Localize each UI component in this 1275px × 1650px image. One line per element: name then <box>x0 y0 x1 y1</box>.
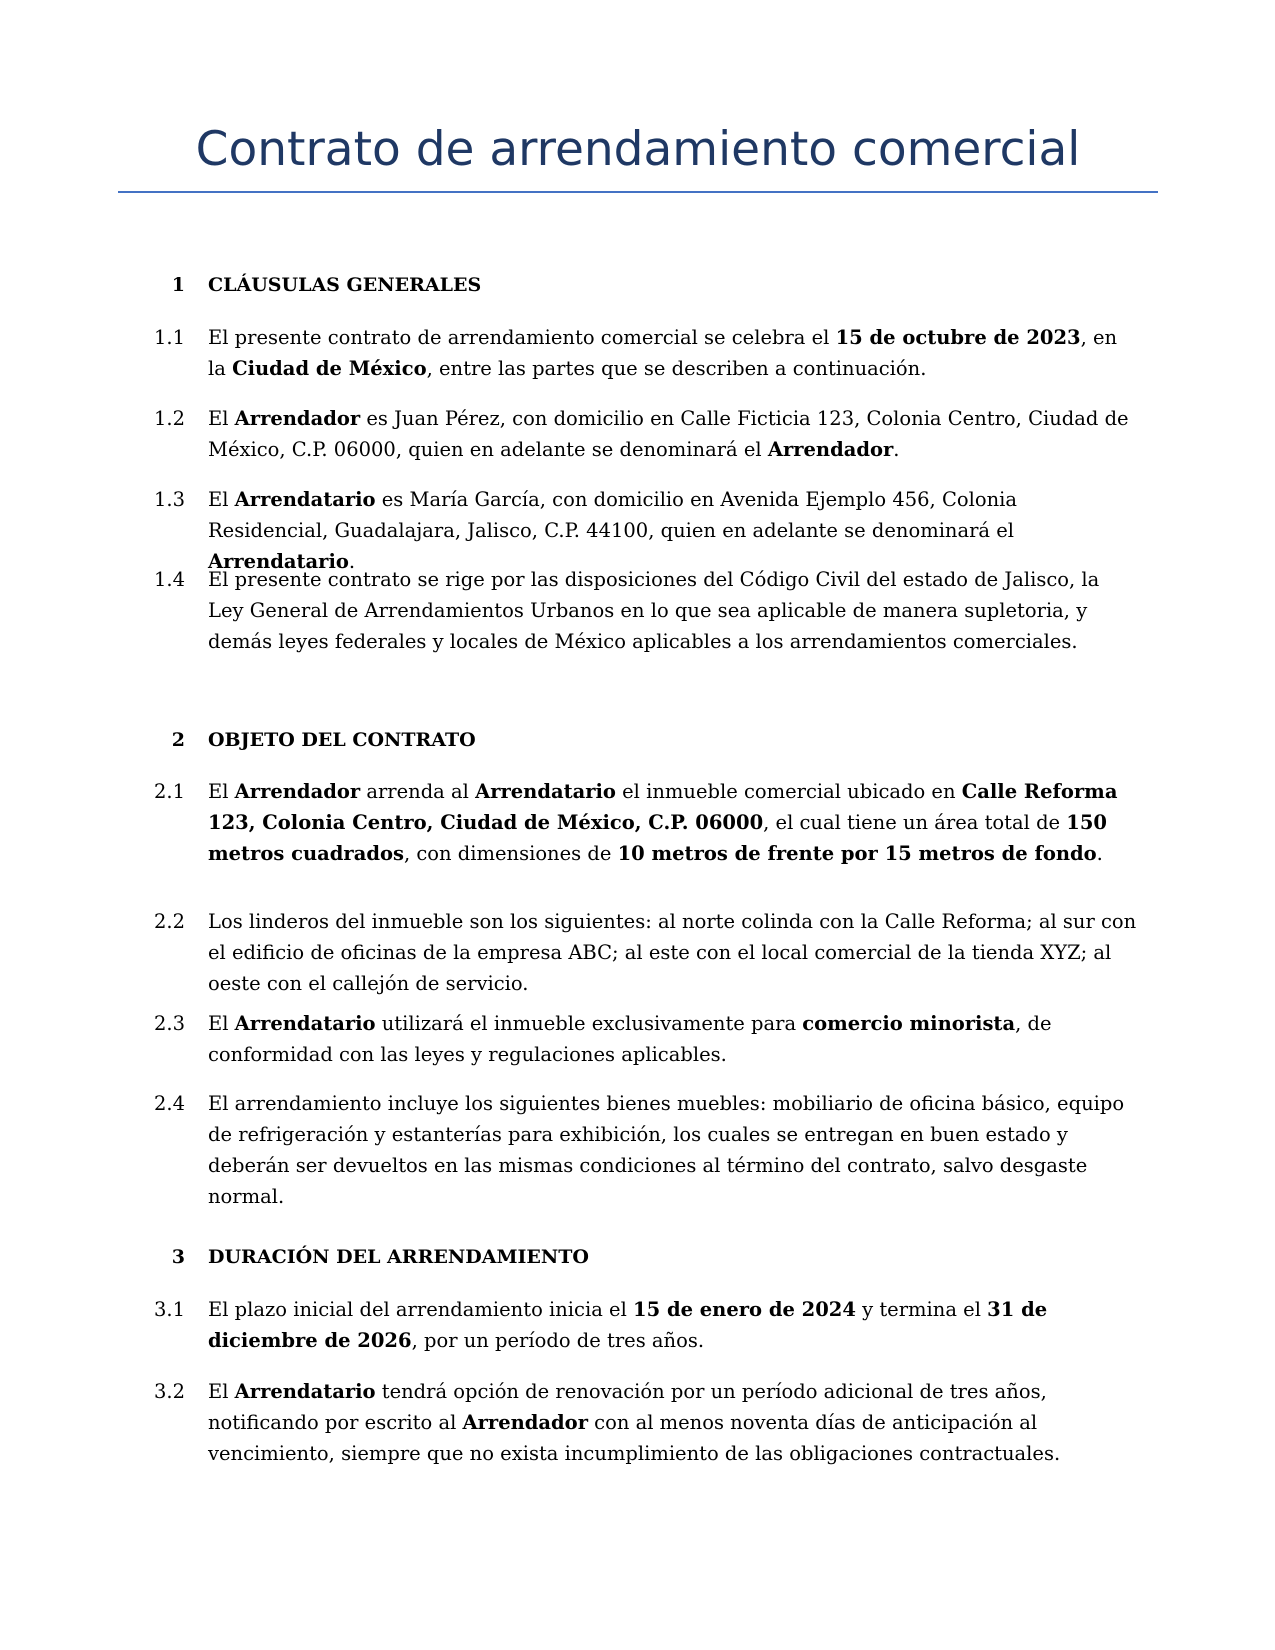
clause-bold-text: 15 de octubre de 2023 <box>835 326 1081 349</box>
clause-text-segment: , con dimensiones de <box>403 842 618 865</box>
clause-text-segment: , en la <box>208 326 1118 380</box>
clause-text-segment: El <box>208 780 235 803</box>
clause-bold-text: Calle Reforma 123, Colonia Centro, Ciudad de México, C.P. 06000 <box>208 780 1118 834</box>
clause-text <box>208 906 1138 999</box>
clause-number: 1.3 <box>153 488 185 511</box>
clause-text-segment: . <box>1096 842 1103 865</box>
clause-text-segment: El plazo inicial del arrendamiento inicia el <box>208 1298 634 1321</box>
clause-text <box>208 322 1138 384</box>
clause-bold-text: Ciudad de México <box>232 357 427 380</box>
clause-text-segment: El presente contrato de arrendamiento comercial se celebra el <box>208 326 836 349</box>
section-number: 1 <box>171 274 185 296</box>
clause-text <box>208 403 1138 465</box>
clause-number: 1.2 <box>153 407 185 430</box>
clause-bold-text: Arrendatario <box>234 1012 376 1035</box>
clause-text-segment: El <box>208 488 235 511</box>
clause-text-segment: y termina el <box>855 1298 988 1321</box>
clause-text <box>208 1294 1138 1356</box>
clause-text-segment: El <box>208 407 235 430</box>
clause-bold-text: Arrendador <box>234 780 361 803</box>
clause-bold-text: Arrendatario <box>208 550 349 573</box>
clause-bold-text: 10 metros de frente por 15 metros de fondo <box>617 842 1097 865</box>
section-title: CLÁUSULAS GENERALES <box>208 274 482 296</box>
clause-text-segment: Los linderos del inmueble son los siguientes: al norte colinda con la Calle Reforma; al sur con el edificio de oficinas de la empresa ABC; al este con el local comercial de la tienda XYZ; al oeste con el callejón de servicio. <box>208 910 1137 995</box>
clause-text-segment: , por un período de tres años. <box>411 1329 705 1352</box>
clause-text-segment: El <box>208 1012 235 1035</box>
clause-number: 3.1 <box>153 1298 185 1321</box>
clause-number: 2.4 <box>153 1092 185 1115</box>
clause-text-segment: utilizará el inmueble exclusivamente para <box>375 1012 803 1035</box>
clause-text-segment: , entre las partes que se describen a continuación. <box>426 357 927 380</box>
clause-number: 2.2 <box>153 910 185 933</box>
clause-text-segment: El arrendamiento incluye los siguientes bienes muebles: mobiliario de oficina básico, equipo de refrigeración y estanterías para exhibición, los cuales se entregan en buen estado y deberán ser devueltos en las mismas condiciones al término del contrato, salvo desgaste normal. <box>208 1092 1125 1208</box>
clause-text <box>208 1088 1138 1212</box>
section-number: 2 <box>171 729 185 751</box>
clause-bold-text: Arrendatario <box>475 780 616 803</box>
clause-text-segment: con al menos noventa días de anticipación al vencimiento, siempre que no exista incumplimiento de las obligaciones contractuales. <box>208 1411 1061 1465</box>
clause-bold-text: 31 de diciembre de 2026 <box>208 1298 1048 1352</box>
clause-text <box>208 776 1138 869</box>
clause-number: 3.2 <box>153 1380 185 1403</box>
clause-bold-text: comercio minorista <box>802 1012 1016 1035</box>
clause-text <box>208 1376 1138 1469</box>
section-number: 3 <box>171 1246 185 1268</box>
clause-number: 2.3 <box>153 1012 185 1035</box>
document-title: Contrato de arrendamiento comercial <box>195 122 1081 177</box>
section-title: OBJETO DEL CONTRATO <box>208 729 476 751</box>
clause-bold-text: Arrendatario <box>234 1380 376 1403</box>
clause-number: 1.4 <box>153 568 185 591</box>
clause-bold-text: Arrendador <box>234 407 361 430</box>
clause-text <box>208 564 1138 657</box>
clause-text-segment: arrenda al <box>360 780 476 803</box>
clause-bold-text: Arrendador <box>767 438 894 461</box>
clause-text <box>208 1008 1138 1070</box>
clause-text-segment: El <box>208 1380 235 1403</box>
clause-bold-text: Arrendatario <box>234 488 376 511</box>
clause-text-segment: . <box>348 550 356 573</box>
clause-number: 1.1 <box>153 326 185 349</box>
clause-number: 2.1 <box>153 780 185 803</box>
clause-bold-text: Arrendador <box>462 1411 588 1434</box>
clause-text-segment: , de conformidad con las leyes y regulaciones aplicables. <box>208 1012 1052 1066</box>
title-underline <box>118 191 1158 193</box>
clause-text-segment: es María García, con domicilio en Avenida Ejemplo 456, Colonia Residencial, Guadalajara, Jalisco, C.P. 44100, quien en adelante se denominará el <box>208 488 1017 542</box>
clause-text-segment: el inmueble comercial ubicado en <box>615 780 962 803</box>
clause-text-segment: . <box>893 438 900 461</box>
clause-text-segment: , el cual tiene un área total de <box>763 811 1067 834</box>
clause-text-segment: es Juan Pérez, con domicilio en Calle Ficticia 123, Colonia Centro, Ciudad de México, C.P. 06000, quien en adelante se denominará el <box>208 407 1129 461</box>
clause-text-segment: tendrá opción de renovación por un período adicional de tres años, notificando por escrito al <box>208 1380 1047 1434</box>
clause-bold-text: 150 metros cuadrados <box>208 811 1108 865</box>
section-title: DURACIÓN DEL ARRENDAMIENTO <box>208 1246 589 1268</box>
clause-bold-text: 15 de enero de 2024 <box>633 1298 856 1321</box>
clause-text-segment: El presente contrato se rige por las disposiciones del Código Civil del estado de Jalisco, la Ley General de Arrendamientos Urbanos en lo que sea aplicable de manera supletoria, y demás leyes federales y locales de México aplicables a los arrendamientos comerciales. <box>208 568 1100 653</box>
